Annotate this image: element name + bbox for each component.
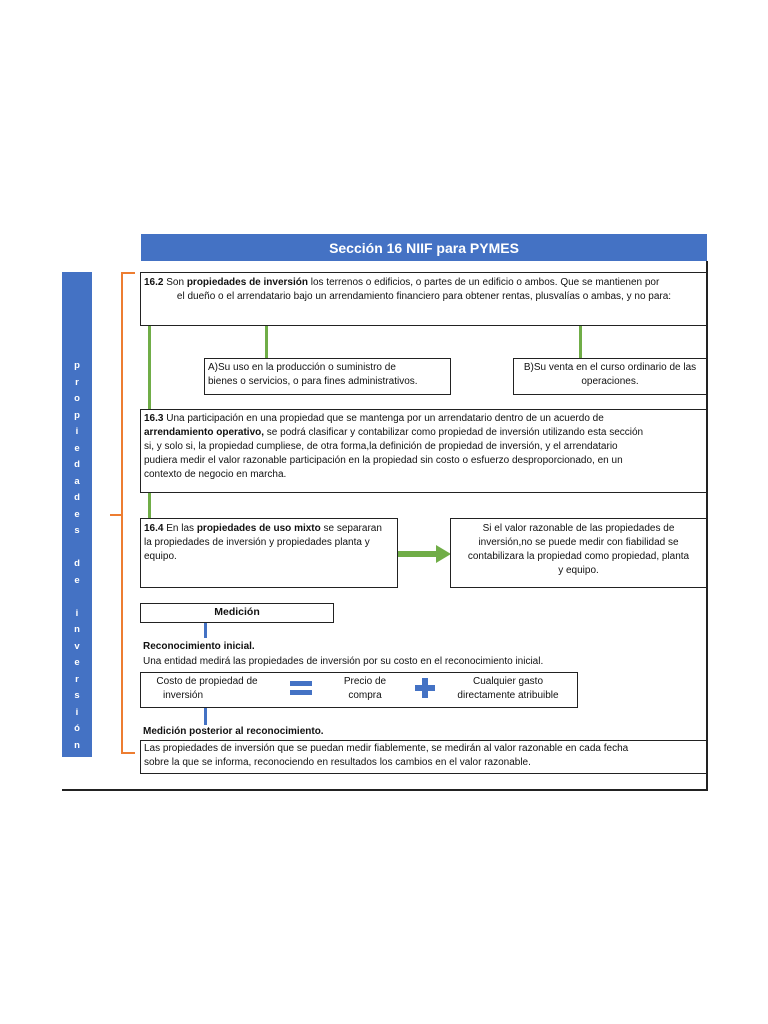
section-16-3-number: 16.3 — [144, 413, 164, 424]
medicion-posterior-box — [140, 740, 707, 774]
sidebar-letter: v — [74, 640, 80, 652]
medicion-box — [140, 603, 334, 623]
section-16-3-line5: contexto de negocio en marcha. — [144, 469, 287, 480]
section-16-3-line1: Una participación en una propiedad que se mantenga por un arrendatario dentro de un acuerdo de — [163, 413, 604, 424]
sidebar-letter: s — [74, 525, 80, 536]
sidebar-letter: ó — [74, 723, 80, 734]
section-16-2-pre: Son — [163, 277, 187, 288]
formula-precio — [320, 675, 410, 703]
green-arrow-right-icon — [398, 544, 452, 564]
green-connector-b — [579, 326, 582, 358]
sidebar-letter: d — [74, 459, 80, 470]
formula-gasto — [440, 675, 576, 703]
valor-razonable-box — [450, 518, 707, 588]
box-b-line1: B)Su venta en el curso ordinario de las — [523, 362, 697, 373]
section-title: Sección 16 NIIF para PYMES — [141, 234, 707, 261]
blue-connector-medicion — [204, 623, 207, 638]
reconocimiento-title: Reconocimiento inicial. — [143, 641, 255, 652]
sidebar-letter: s — [74, 690, 80, 701]
sidebar-letter: p — [74, 409, 80, 421]
green-connector-left — [148, 326, 151, 410]
section-16-4-line2: la propiedades de inversión y propiedades planta y — [144, 537, 370, 548]
orange-bracket-top — [121, 272, 135, 274]
section-16-4-bold: propiedades de uso mixto — [196, 523, 321, 534]
box-a-line1: A)Su uso en la producción o suministro de — [208, 362, 396, 373]
plus-icon — [415, 678, 435, 698]
sidebar-letter: r — [75, 673, 79, 685]
medicion-posterior-line2: sobre la que se informa, reconociendo en resultados los cambios en el valor razonable. — [144, 757, 531, 768]
sidebar-letter: o — [74, 393, 80, 404]
section-16-2-bold: propiedades de inversión — [186, 277, 308, 288]
section-16-2-line2: el dueño o el arrendatario bajo un arrendamiento financiero para obtener rentas, plusvalías o ambas, y no para: — [176, 291, 672, 302]
formula-precio-line1: Precio de — [343, 676, 387, 687]
formula-costo-line2: inversión — [163, 690, 204, 701]
frame-bottom-line — [62, 789, 708, 791]
green-connector-a — [265, 326, 268, 358]
sidebar-letter: n — [74, 739, 80, 751]
section-16-3-bold: arrendamiento operativo, — [144, 427, 265, 438]
box-a — [204, 358, 451, 395]
section-16-4-pre: En las — [163, 523, 197, 534]
formula-gasto-line1: Cualquier gasto — [472, 676, 544, 687]
sidebar-letter: a — [74, 475, 80, 487]
formula-precio-line2: compra — [348, 690, 382, 701]
valor-razonable-line3: contabilizara la propiedad como propiedad, planta — [467, 551, 690, 562]
valor-razonable-line4: y equipo. — [558, 565, 599, 576]
formula-gasto-line2: directamente atribuible — [457, 690, 559, 701]
formula-costo-line1: Costo de propiedad de — [156, 676, 258, 687]
equals-icon — [290, 680, 312, 696]
sidebar-letter: i — [75, 706, 79, 718]
medicion-posterior-title: Medición posterior al reconocimiento. — [143, 726, 324, 737]
sidebar-letter: d — [74, 492, 80, 503]
box-a-line2: bienes o servicios, o para fines administrativos. — [208, 376, 418, 387]
section-16-3-line3: si, y solo si, la propiedad cumpliese, de otra forma,la definición de propiedad de inversión, y el arrendatario — [144, 441, 618, 452]
valor-razonable-line1: Si el valor razonable de las propiedades de — [482, 523, 675, 534]
section-16-2-line1: los terrenos o edificios, o partes de un edificio o ambos. Que se mantienen por — [307, 277, 660, 288]
sidebar-letter: p — [74, 360, 80, 371]
orange-bracket-mid — [110, 514, 123, 516]
sidebar-letter: i — [75, 426, 79, 437]
section-16-4-number: 16.4 — [144, 523, 164, 534]
orange-bracket-vertical — [121, 272, 123, 754]
sidebar-letter: e — [74, 508, 80, 520]
reconocimiento-text: Una entidad medirá las propiedades de inversión por su costo en el reconocimiento inicial. — [143, 656, 544, 667]
section-16-3-line4: pudiera medir el valor razonable participación en la propiedad sin costo o esfuerzo desproporcionado, en un — [144, 455, 623, 466]
sidebar-letter: n — [74, 624, 80, 635]
medicion-title: Medición — [214, 606, 260, 618]
sidebar-letter: e — [74, 574, 80, 586]
section-16-3-box — [140, 409, 707, 493]
sidebar-letter: e — [74, 657, 80, 668]
section-16-2-number: 16.2 — [144, 277, 164, 288]
green-connector-16-3 — [148, 493, 151, 519]
sidebar-letter: e — [74, 442, 80, 454]
section-16-4-line1: se separaran — [320, 523, 382, 534]
section-16-2-box — [140, 272, 707, 326]
box-b — [513, 358, 707, 395]
section-16-3-line2: se podrá clasificar y contabilizar como propiedad de inversión utilizando esta sección — [264, 427, 644, 438]
box-b-line2: operaciones. — [581, 376, 639, 387]
orange-bracket-bottom — [121, 752, 135, 754]
sidebar-letter: r — [75, 376, 79, 388]
formula-costo — [143, 675, 271, 703]
sidebar-letter: d — [74, 558, 80, 569]
section-16-4-box — [140, 518, 398, 588]
section-16-4-line3: equipo. — [144, 551, 177, 562]
sidebar-vertical-title — [62, 272, 92, 757]
blue-connector-formula — [204, 708, 207, 725]
valor-razonable-line2: inversión,no se puede medir con fiabilidad se — [478, 537, 679, 548]
medicion-posterior-line1: Las propiedades de inversión que se puedan medir fiablemente, se medirán al valor razonable en cada fecha — [144, 743, 629, 754]
sidebar-letter: i — [75, 607, 79, 619]
